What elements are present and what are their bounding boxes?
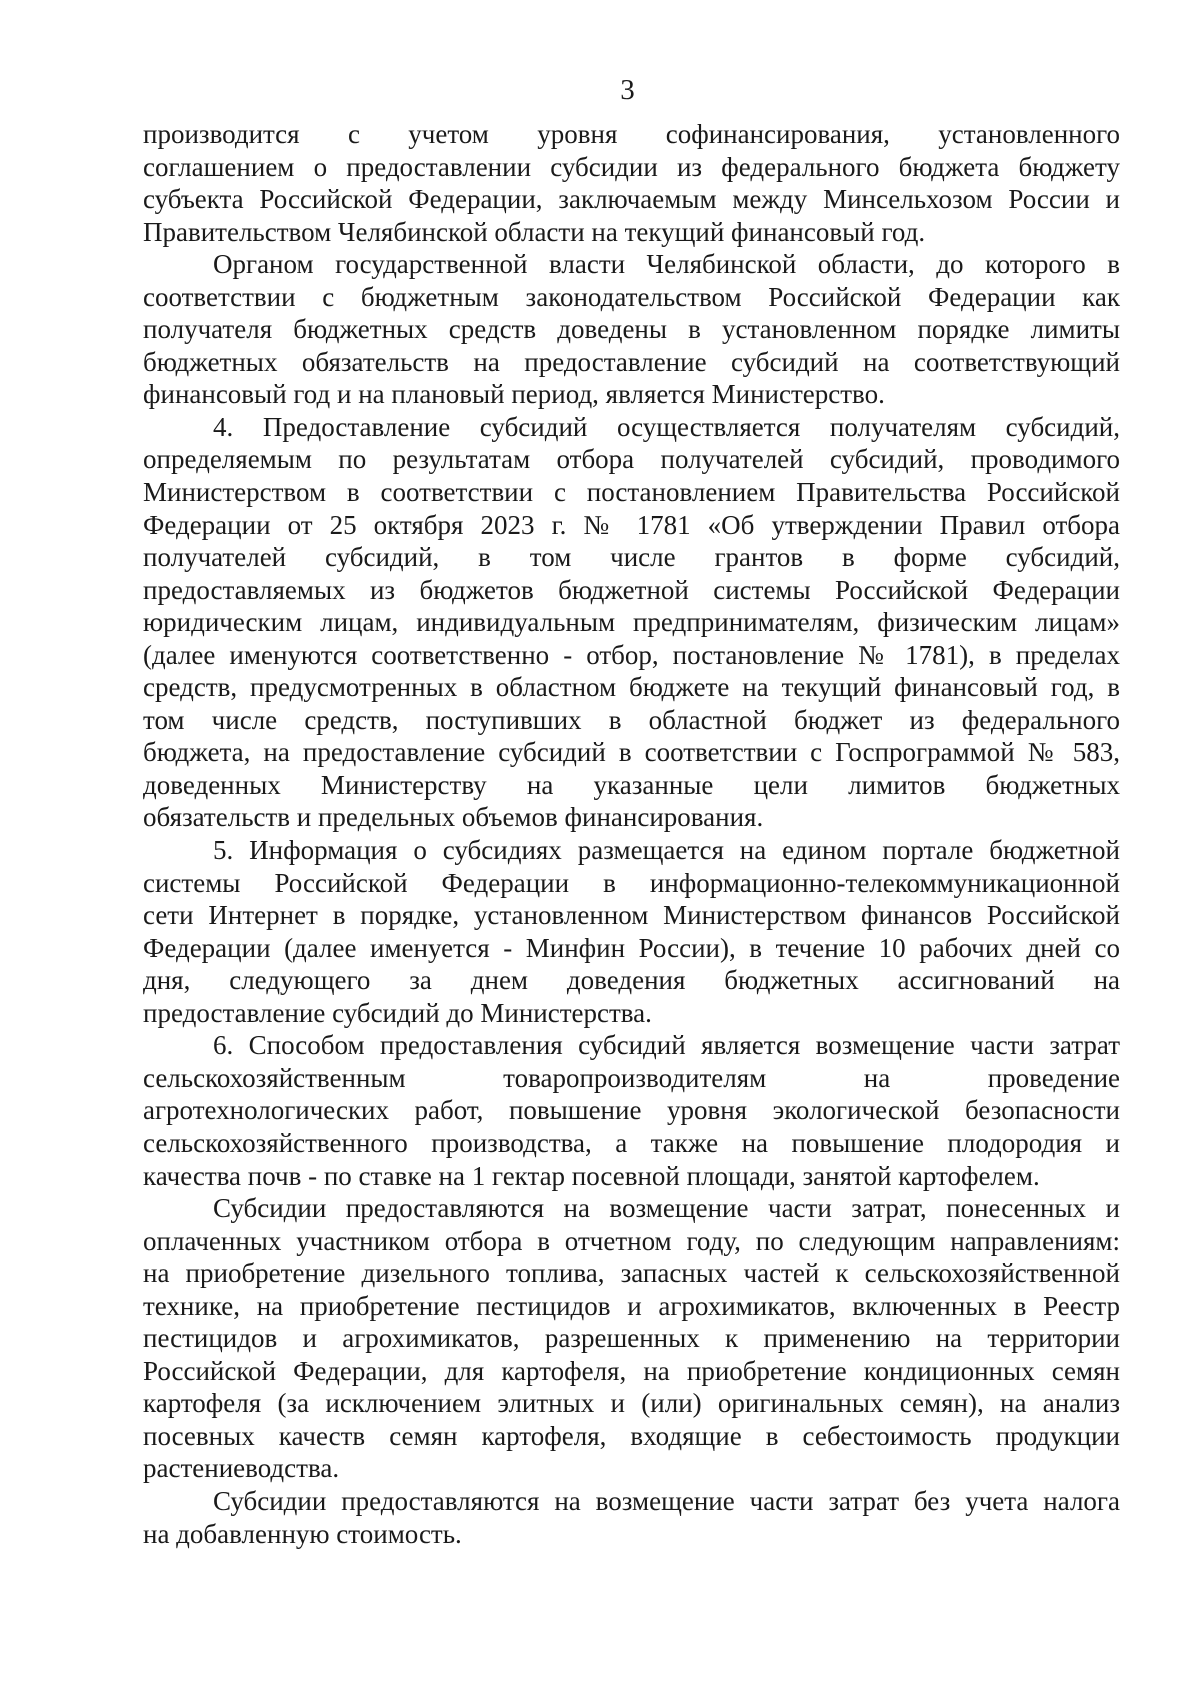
text-line: технике, на приобретение пестицидов и агрохимикатов, включенных в Реестр (143, 1290, 1120, 1321)
text-line: Субсидии предоставляются на возмещение части затрат без учета налога (213, 1485, 1120, 1516)
text-line: предоставляемых из бюджетов бюджетной системы Российской Федерации (143, 574, 1120, 605)
text-line: растениеводства. (143, 1453, 340, 1484)
paragraph (143, 834, 1120, 1029)
text-line: соглашением о предоставлении субсидии из федерального бюджета бюджету (143, 151, 1120, 182)
text-line: производится с учетом уровня софинансирования, установленного (143, 119, 1120, 149)
text-line: (далее именуются соответственно - отбор, постановление № 1781), в пределах (143, 639, 1120, 670)
text-line: бюджетных обязательств на предоставление субсидий на соответствующий (143, 346, 1120, 377)
text-line: оплаченных участником отбора в отчетном году, по следующим направлениям: (143, 1225, 1120, 1256)
text-line: дня, следующего за днем доведения бюджетных ассигнований на (143, 965, 1120, 996)
text-line: юридическим лицам, индивидуальным предпринимателям, физическим лицам» (143, 607, 1120, 638)
text-line: определяемым по результатам отбора получателей субсидий, проводимого (143, 444, 1120, 475)
text-line: на приобретение дизельного топлива, запасных частей к сельскохозяйственной (143, 1258, 1120, 1289)
text-line: финансовый год и на плановый период, является Министерство. (143, 379, 885, 410)
text-line: обязательств и предельных объемов финансирования. (143, 802, 764, 833)
text-line: субъекта Российской Федерации, заключаемым между Минсельхозом России и (143, 184, 1120, 215)
text-line: средств, предусмотренных в областном бюджете на текущий финансовый год, в (143, 672, 1120, 703)
text-line: агротехнологических работ, повышение уровня экологической безопасности (143, 1095, 1120, 1126)
text-line: 5. Информация о субсидиях размещается на едином портале бюджетной (213, 835, 1120, 866)
text-line: получателя бюджетных средств доведены в установленном порядке лимиты (143, 314, 1120, 345)
text-line: Министерством в соответствии с постановлением Правительства Российской (143, 477, 1120, 508)
text-line: 4. Предоставление субсидий осуществляется получателям субсидий, (213, 411, 1120, 442)
text-line: картофеля (за исключением элитных и (или) оригинальных семян), на анализ (143, 1388, 1120, 1419)
text-line: доведенных Министерству на указанные цели лимитов бюджетных (143, 769, 1120, 800)
text-line: системы Российской Федерации в информационно-телекоммуникационной (143, 867, 1120, 898)
text-line: бюджета, на предоставление субсидий в соответствии с Госпрограммой № 583, (143, 737, 1120, 768)
paragraph (143, 1029, 1120, 1192)
text-line: на добавленную стоимость. (143, 1518, 462, 1549)
document-body (143, 118, 1120, 1550)
text-line: соответствии с бюджетным законодательством Российской Федерации как (143, 281, 1120, 312)
text-line: сети Интернет в порядке, установленном Министерством финансов Российской (143, 900, 1120, 931)
text-line: качества почв - по ставке на 1 гектар посевной площади, занятой картофелем. (143, 1160, 1040, 1191)
text-line: Федерации от 25 октября 2023 г. № 1781 «Об утверждении Правил отбора (143, 509, 1120, 540)
page-number: 3 (620, 74, 635, 106)
text-line: 6. Способом предоставления субсидий является возмещение части затрат (213, 1030, 1120, 1061)
text-line: Российской Федерации, для картофеля, на приобретение кондиционных семян (143, 1355, 1120, 1386)
text-line: том числе средств, поступивших в областной бюджет из федерального (143, 704, 1120, 735)
text-line: Федерации (далее именуется - Минфин России), в течение 10 рабочих дней со (143, 932, 1120, 963)
paragraph (143, 118, 1120, 248)
text-line: сельскохозяйственного производства, а также на повышение плодородия и (143, 1127, 1120, 1158)
paragraph (143, 248, 1120, 411)
paragraph (143, 1192, 1120, 1485)
text-line: пестицидов и агрохимикатов, разрешенных к применению на территории (143, 1323, 1120, 1354)
text-line: Органом государственной власти Челябинской области, до которого в (213, 249, 1120, 280)
text-line: предоставление субсидий до Министерства. (143, 997, 652, 1028)
text-line: Субсидии предоставляются на возмещение части затрат, понесенных и (213, 1193, 1120, 1224)
text-line: посевных качеств семян картофеля, входящие в себестоимость продукции (143, 1420, 1120, 1451)
paragraph (143, 1485, 1120, 1550)
text-line: получателей субсидий, в том числе грантов в форме субсидий, (143, 542, 1120, 573)
paragraph (143, 411, 1120, 834)
text-line: Правительством Челябинской области на текущий финансовый год. (143, 216, 926, 247)
text-line: сельскохозяйственным товаропроизводителям на проведение (143, 1062, 1120, 1093)
